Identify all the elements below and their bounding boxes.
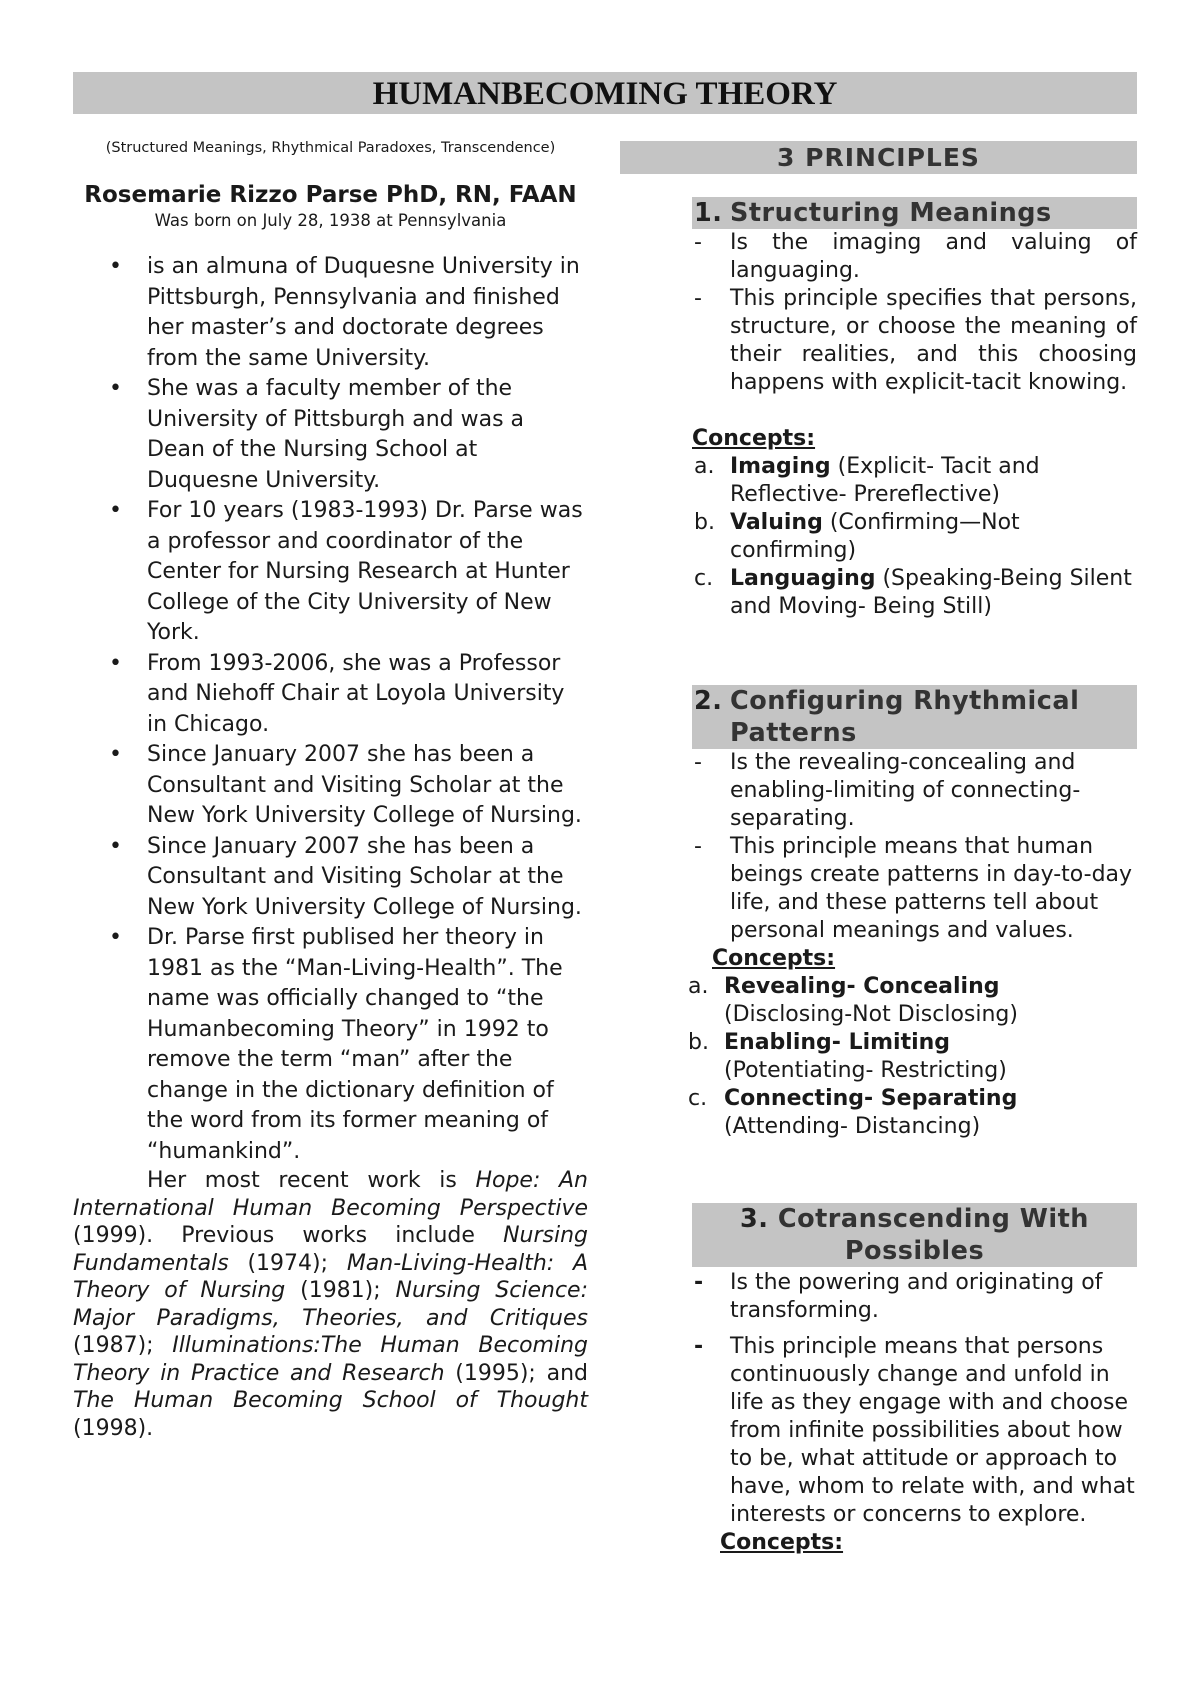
bullet-icon: • bbox=[109, 833, 122, 859]
bio-item: • is an almuna of Duquesne University in Pittsburgh, Pennsylvania and finished her master’s and doctorate degrees from the same University. bbox=[109, 254, 580, 371]
principle-heading: 1. Structuring Meanings bbox=[692, 197, 1137, 229]
concept-item: a. Revealing- Concealing (Disclosing-Not Disclosing) bbox=[688, 974, 1018, 1027]
work-title: Hope: An International Human Becoming Perspective bbox=[73, 1168, 588, 1221]
bullet-icon: • bbox=[109, 650, 122, 676]
bio-item: • Since January 2007 she has been a Consultant and Visiting Scholar at the New York University College of Nursing. bbox=[109, 742, 582, 828]
bio-item: • Since January 2007 she has been a Consultant and Visiting Scholar at the New York University College of Nursing. bbox=[109, 833, 582, 920]
work-title: Nursing Science: Major Paradigms, Theories, and Critiques bbox=[73, 1278, 588, 1331]
principle-point: - This principle specifies that persons, structure, or choose the meaning of their realities, and this choosing happens with explicit-tacit knowing. bbox=[694, 286, 1137, 395]
biography-list bbox=[73, 252, 588, 1167]
principle-point: - This principle means that persons continuously change and unfold in life as they engage with and choose from infinite possibilities about how to be, what attitude or approach to have, whom to relate with, and what interests or concerns to explore. bbox=[694, 1334, 1135, 1527]
bullet-icon: • bbox=[109, 376, 122, 401]
works-paragraph: Her most recent work is Hope: An International Human Becoming Perspective (1999). Previous works include Nursing Fundamentals (1974); Man-Living-Health: A Theory of Nursing (1981); Nursing Science: Major Paradigms, Theories, and Critiques (1987); Illuminations:The Human Becoming Theory in Practice and Research (1995); and The Human Becoming School of Thought (1998). bbox=[73, 1168, 589, 1441]
principle-2 bbox=[688, 685, 1137, 1141]
principle-point: - Is the revealing-concealing and enabling-limiting of connecting-separating. bbox=[694, 750, 1081, 831]
bullet-icon: • bbox=[109, 925, 122, 950]
work-title: The Human Becoming School of Thought bbox=[73, 1388, 588, 1413]
bio-item: • From 1993-2006, she was a Professor and Niehoff Chair at Loyola University in Chicago. bbox=[109, 650, 565, 737]
left-column bbox=[73, 138, 588, 1442]
concepts-label: Concepts: bbox=[692, 426, 816, 451]
bio-item: • She was a faculty member of the University of Pittsburgh and was a Dean of the Nursing School at Duquesne University. bbox=[109, 376, 525, 493]
concept-item: c. Connecting- Separating (Attending- Distancing) bbox=[688, 1086, 1018, 1139]
document-title: HUMANBECOMING THEORY bbox=[73, 72, 1137, 114]
principle-heading: 2. Configuring Rhythmical Patterns bbox=[692, 685, 1137, 749]
work-title: Man-Living-Health: A Theory of Nursing bbox=[73, 1250, 589, 1303]
work-title: Illuminations:The Human Becoming Theory in Practice and Research bbox=[73, 1333, 588, 1386]
subtitle: (Structured Meanings, Rhythmical Paradoxes, Transcendence) bbox=[105, 140, 556, 156]
principle-1 bbox=[692, 197, 1137, 621]
principle-point: - Is the powering and originating of transforming. bbox=[694, 1270, 1103, 1323]
bio-item: • Dr. Parse first publised her theory in 1981 as the “Man-Living-Health”. The name was officially changed to “the Humanbecoming Theory” in 1992 to remove the term “man” after the change in the dictionary definition of the word from its former meaning of “humankind”. bbox=[109, 925, 563, 1164]
principles-heading: 3 PRINCIPLES bbox=[620, 141, 1137, 174]
concepts-label: Concepts: bbox=[720, 1530, 844, 1555]
principle-point: - This principle means that human beings create patterns in day-to-day life, and these patterns tell about personal meanings and values. bbox=[694, 834, 1133, 943]
concept-item: c. Languaging (Speaking-Being Silent and Moving- Being Still) bbox=[694, 566, 1132, 619]
principle-heading: 3. Cotranscending With Possibles bbox=[692, 1203, 1137, 1267]
concept-item: b. Valuing (Confirming—Not confirming) bbox=[694, 510, 1020, 563]
principle-point: - Is the imaging and valuing of languaging. bbox=[694, 230, 1137, 283]
principle-3 bbox=[692, 1203, 1137, 1557]
birth-info: Was born on July 28, 1938 at Pennsylvania bbox=[154, 211, 507, 230]
concept-item: b. Enabling- Limiting (Potentiating- Restricting) bbox=[688, 1030, 1007, 1083]
concepts-label: Concepts: bbox=[712, 946, 836, 971]
bullet-icon: • bbox=[109, 498, 122, 523]
work-title: Nursing Fundamentals bbox=[73, 1223, 588, 1276]
concept-item: a. Imaging (Explicit- Tacit and Reflective- Prereflective) bbox=[694, 454, 1040, 507]
bio-item: • For 10 years (1983-1993) Dr. Parse was a professor and coordinator of the Center for Nursing Research at Hunter College of the City University of New York. bbox=[109, 498, 583, 645]
bullet-icon: • bbox=[109, 254, 122, 279]
author-name: Rosemarie Rizzo Parse PhD, RN, FAAN bbox=[84, 182, 577, 208]
bullet-icon: • bbox=[109, 742, 122, 767]
